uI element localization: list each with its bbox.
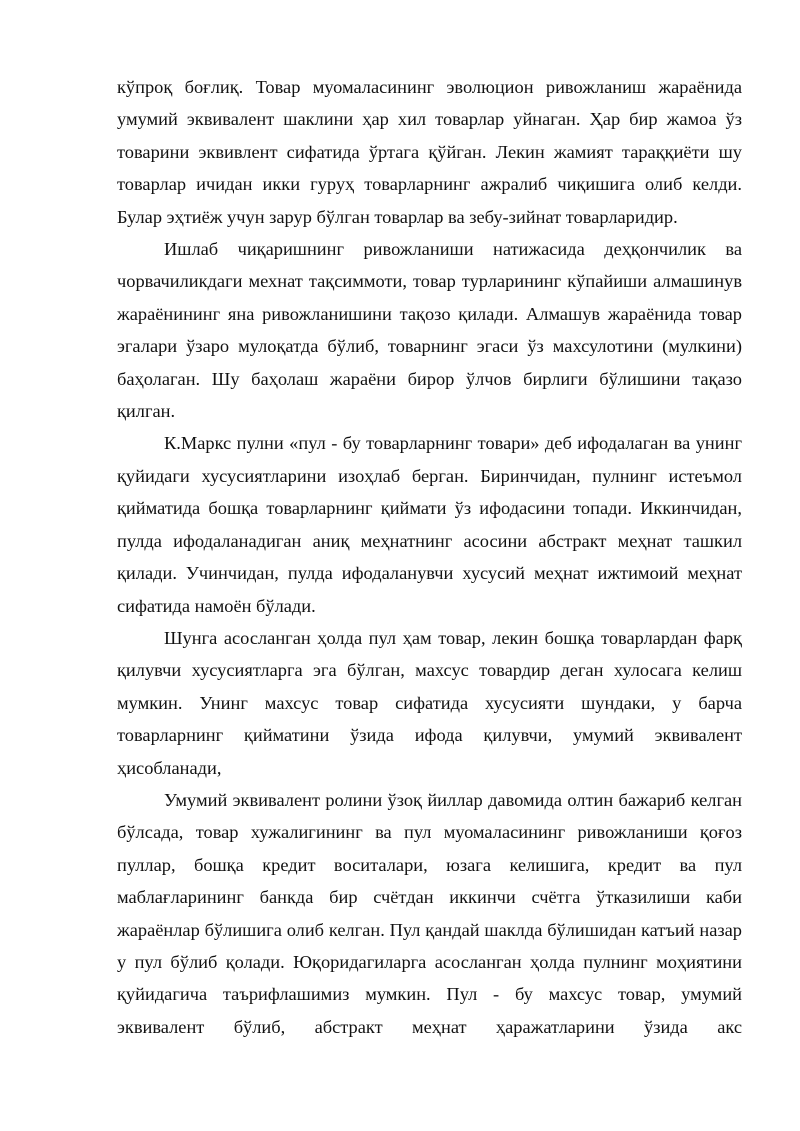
paragraph-2: Ишлаб чиқаришнинг ривожланиши натижасида деҳқончилик ва чорвачиликдаги мехнат тақсиммоти, товар турларининг кўпайиши алмашинув жараёнининг яна ривожланишини тақозо қилади. Алмашув жараёнида товар эгалари ўзаро мулоқатда бўлиб, товарнинг эгаси ўз махсулотини (мулкини) баҳолаган. Шу баҳолаш жараёни бирор ўлчов бирлиги бўлишини тақазо қилган.: [117, 239, 742, 422]
paragraph-5: Умумий эквивалент ролини ўзоқ йиллар давомида олтин бажариб келган бўлсада, товар хужалигининг ва пул муомаласининг ривожланиши қоғоз пуллар, бошқа кредит воситалари, юзага келишига, кредит ва пул маблағларининг банкда бир счётдан иккинчи счётга ўтказилиши каби жараёнлар бўлишига олиб келган. Пул қандай шаклда бўлишидан катъий назар у пул бўлиб қолади. Юқоридагиларга асосланган ҳолда пулнинг моҳиятини қуйидагича таърифлашимиз мумкин. Пул - бу махсус товар, умумий эквивалент бўлиб, абстракт меҳнат ҳаражатларини ўзида акс: [117, 789, 742, 1037]
paragraph-1: кўпроқ боғлиқ. Товар муомаласининг эволюцион ривожланиш жараёнида умумий эквивалент шаклини ҳар хил товарлар уйнаган. Ҳар бир жамоа ўз товарини эквивлент сифатида ўртага қўйган. Лекин жамият тараққиёти шу товарлар ичидан икки гуруҳ товарларнинг ажралиб чиқишига олиб келди. Булар эҳтиёж учун зарур бўлган товарлар ва зебу-зийнат товарларидир.: [117, 77, 742, 227]
paragraph-4: Шунга асосланган ҳолда пул ҳам товар, лекин бошқа товарлардан фарқ қилувчи хусусиятларга эга бўлган, махсус товардир деган хулосага келиш мумкин. Унинг махсус товар сифатида хусусияти шундаки, у барча товарларнинг қийматини ўзида ифода қилувчи, умумий эквивалент ҳисобланади,: [117, 627, 742, 778]
paragraph-3: К.Маркс пулни «пул - бу товарларнинг товари» деб ифодалаган ва унинг қуйидаги хусусиятларини изоҳлаб берган. Биринчидан, пулнинг истеъмол қийматида бошқа товарларнинг қиймати ўз ифодасини топади. Иккинчидан, пулда ифодаланадиган аниқ меҳнатнинг асосини абстракт меҳнат ташкил қилади. Учинчидан, пулда ифодаланувчи хусусий меҳнат ижтимоий меҳнат сифатида намоён бўлади.: [117, 433, 742, 616]
document-page: [117, 71, 742, 1043]
